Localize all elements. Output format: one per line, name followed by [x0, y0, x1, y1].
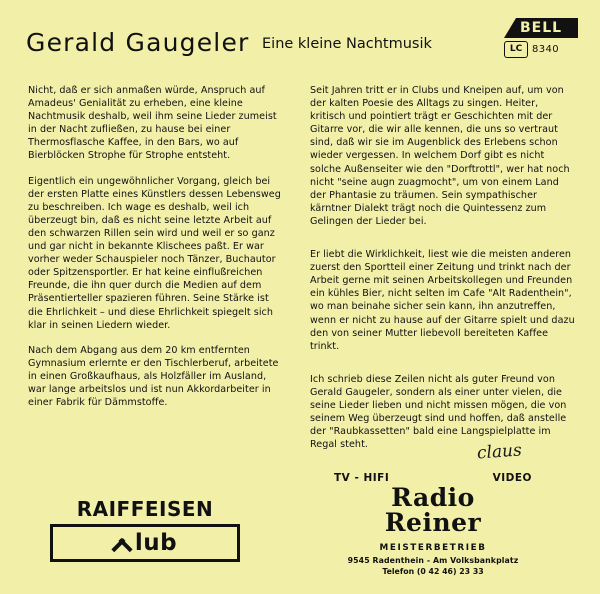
label-logo-block [504, 18, 578, 58]
club-label: lub [134, 530, 178, 556]
bell-label-logo: BELL [504, 18, 578, 38]
paragraph: Eigentlich ein ungewöhnlicher Vorgang, gleich bei der ersten Platte eines Künstlers dessen Lebensweg zu beschreiben. Ich wage es deshalb, weil ich überzeugt bin, daß es nicht seine letzte Arbeit auf den schwarzen Rillen sein wird und weil er so ganz und gar nicht in bekannte Klischees paßt. Er war vorher weder Schauspieler noch Tänzer, Buchautor oder Spitzensportler. Er hat keine einflußreichen Freunde, die ihn quer durch die Medien auf dem Präsentierteller spazieren führen. Seine Stärke ist die Ehrlichkeit – und diese Ehrlichkeit spiegelt sich klar in seinen Liedern wieder. [28, 175, 281, 331]
paragraph: Er liebt die Wirklichkeit, liest wie die meisten anderen zuerst den Sportteil einer Zeitung und trinkt nach der Arbeit gerne mit seinen Arbeitskollegen und Freunden ein kühles Bier, nicht selten im Cafe "Alt Radenthein", wo man beinahe sicher sein kann, ihn anzutreffen, wenn er nicht zu hause auf der Gitarre spielt und dazu den von seiner Mutter liebevoll bereiteten Kaffee trinkt. [310, 249, 575, 352]
reiner-name-line2: Reiner [384, 508, 482, 537]
reiner-video: VIDEO [492, 472, 532, 484]
paragraph: Nach dem Abgang aus dem 20 km entfernten Gymnasium erlernte er den Tischlerberuf, arbeitete in einen Großkaufhaus, als Holzfäller im Ausland, war lange arbeitslos und ist nun Akkordarbeiter in einer Fabrik für Dämmstoffe. [28, 344, 279, 409]
liner-notes [28, 84, 576, 464]
left-column [28, 84, 286, 421]
raiffeisen-club-logo [50, 497, 240, 562]
lc-code-row [504, 41, 578, 58]
lc-badge-icon: LC [504, 41, 528, 58]
reiner-subtitle: MEISTERBETRIEB [379, 543, 487, 553]
raiffeisen-gable-cross-icon [113, 534, 132, 553]
club-box [50, 524, 240, 562]
album-title: Eine kleine Nachtmusik [262, 36, 432, 52]
paragraph: Seit Jahren tritt er in Clubs und Kneipen auf, um von der kalten Poesie des Alltags zu singen. Heiter, kritisch und pointiert trägt er Geschichten mit der Gitarre vor, die wir alle kennen, die uns so vertraut sind, daß wir sie im Augenblick des Erlebens schon wieder vergessen. In welchem Dorf gibt es nicht solche Außenseiter wie den "Dorftrottl", wer hat noch nicht "seine augn zuagmocht", um von einem Land der Phantasie zu träumen. Sein sympathischer kärntner Dialekt trägt noch die Quintessenz zum Gelingen der Lieder bei. [310, 85, 570, 227]
reiner-phone: Telefon (0 42 46) 23 33 [382, 567, 484, 576]
lc-number: 8340 [532, 44, 560, 55]
paragraph: Nicht, daß er sich anmaßen würde, Anspruch auf Amadeus' Genialität zu erheben, eine kleine Nachtmusik deshalb, weil ihm seine Lieder zumeist in der Nacht zufließen, zu hause bei einer Thermosflasche Kaffee, in den Bars, wo auf Bierblöcken Strophe für Strophe entsteht. [28, 85, 277, 162]
signature: claus [476, 440, 523, 464]
artist-name: Gerald Gaugeler [26, 28, 250, 57]
footer [0, 472, 600, 594]
reiner-tv-hifi: TV - HIFI [334, 472, 390, 484]
raiffeisen-wordmark: RAIFFEISEN [76, 497, 214, 521]
paragraph: Ich schrieb diese Zeilen nicht als guter Freund von Gerald Gaugeler, sondern als einer unter vielen, die seine Lieder lieben und nicht missen mögen, die von seinem Weg überzeugt sind und hoffen, daß anstelle der "Raubkassetten" bald eine Langspielplatte im Regal steht. [310, 373, 567, 451]
header [26, 22, 578, 74]
right-column [310, 84, 576, 463]
reiner-name-line1: Radio [391, 483, 475, 512]
radio-reiner-ad [318, 472, 548, 576]
reiner-address: 9545 Radenthein - Am Volksbankplatz [347, 556, 519, 565]
